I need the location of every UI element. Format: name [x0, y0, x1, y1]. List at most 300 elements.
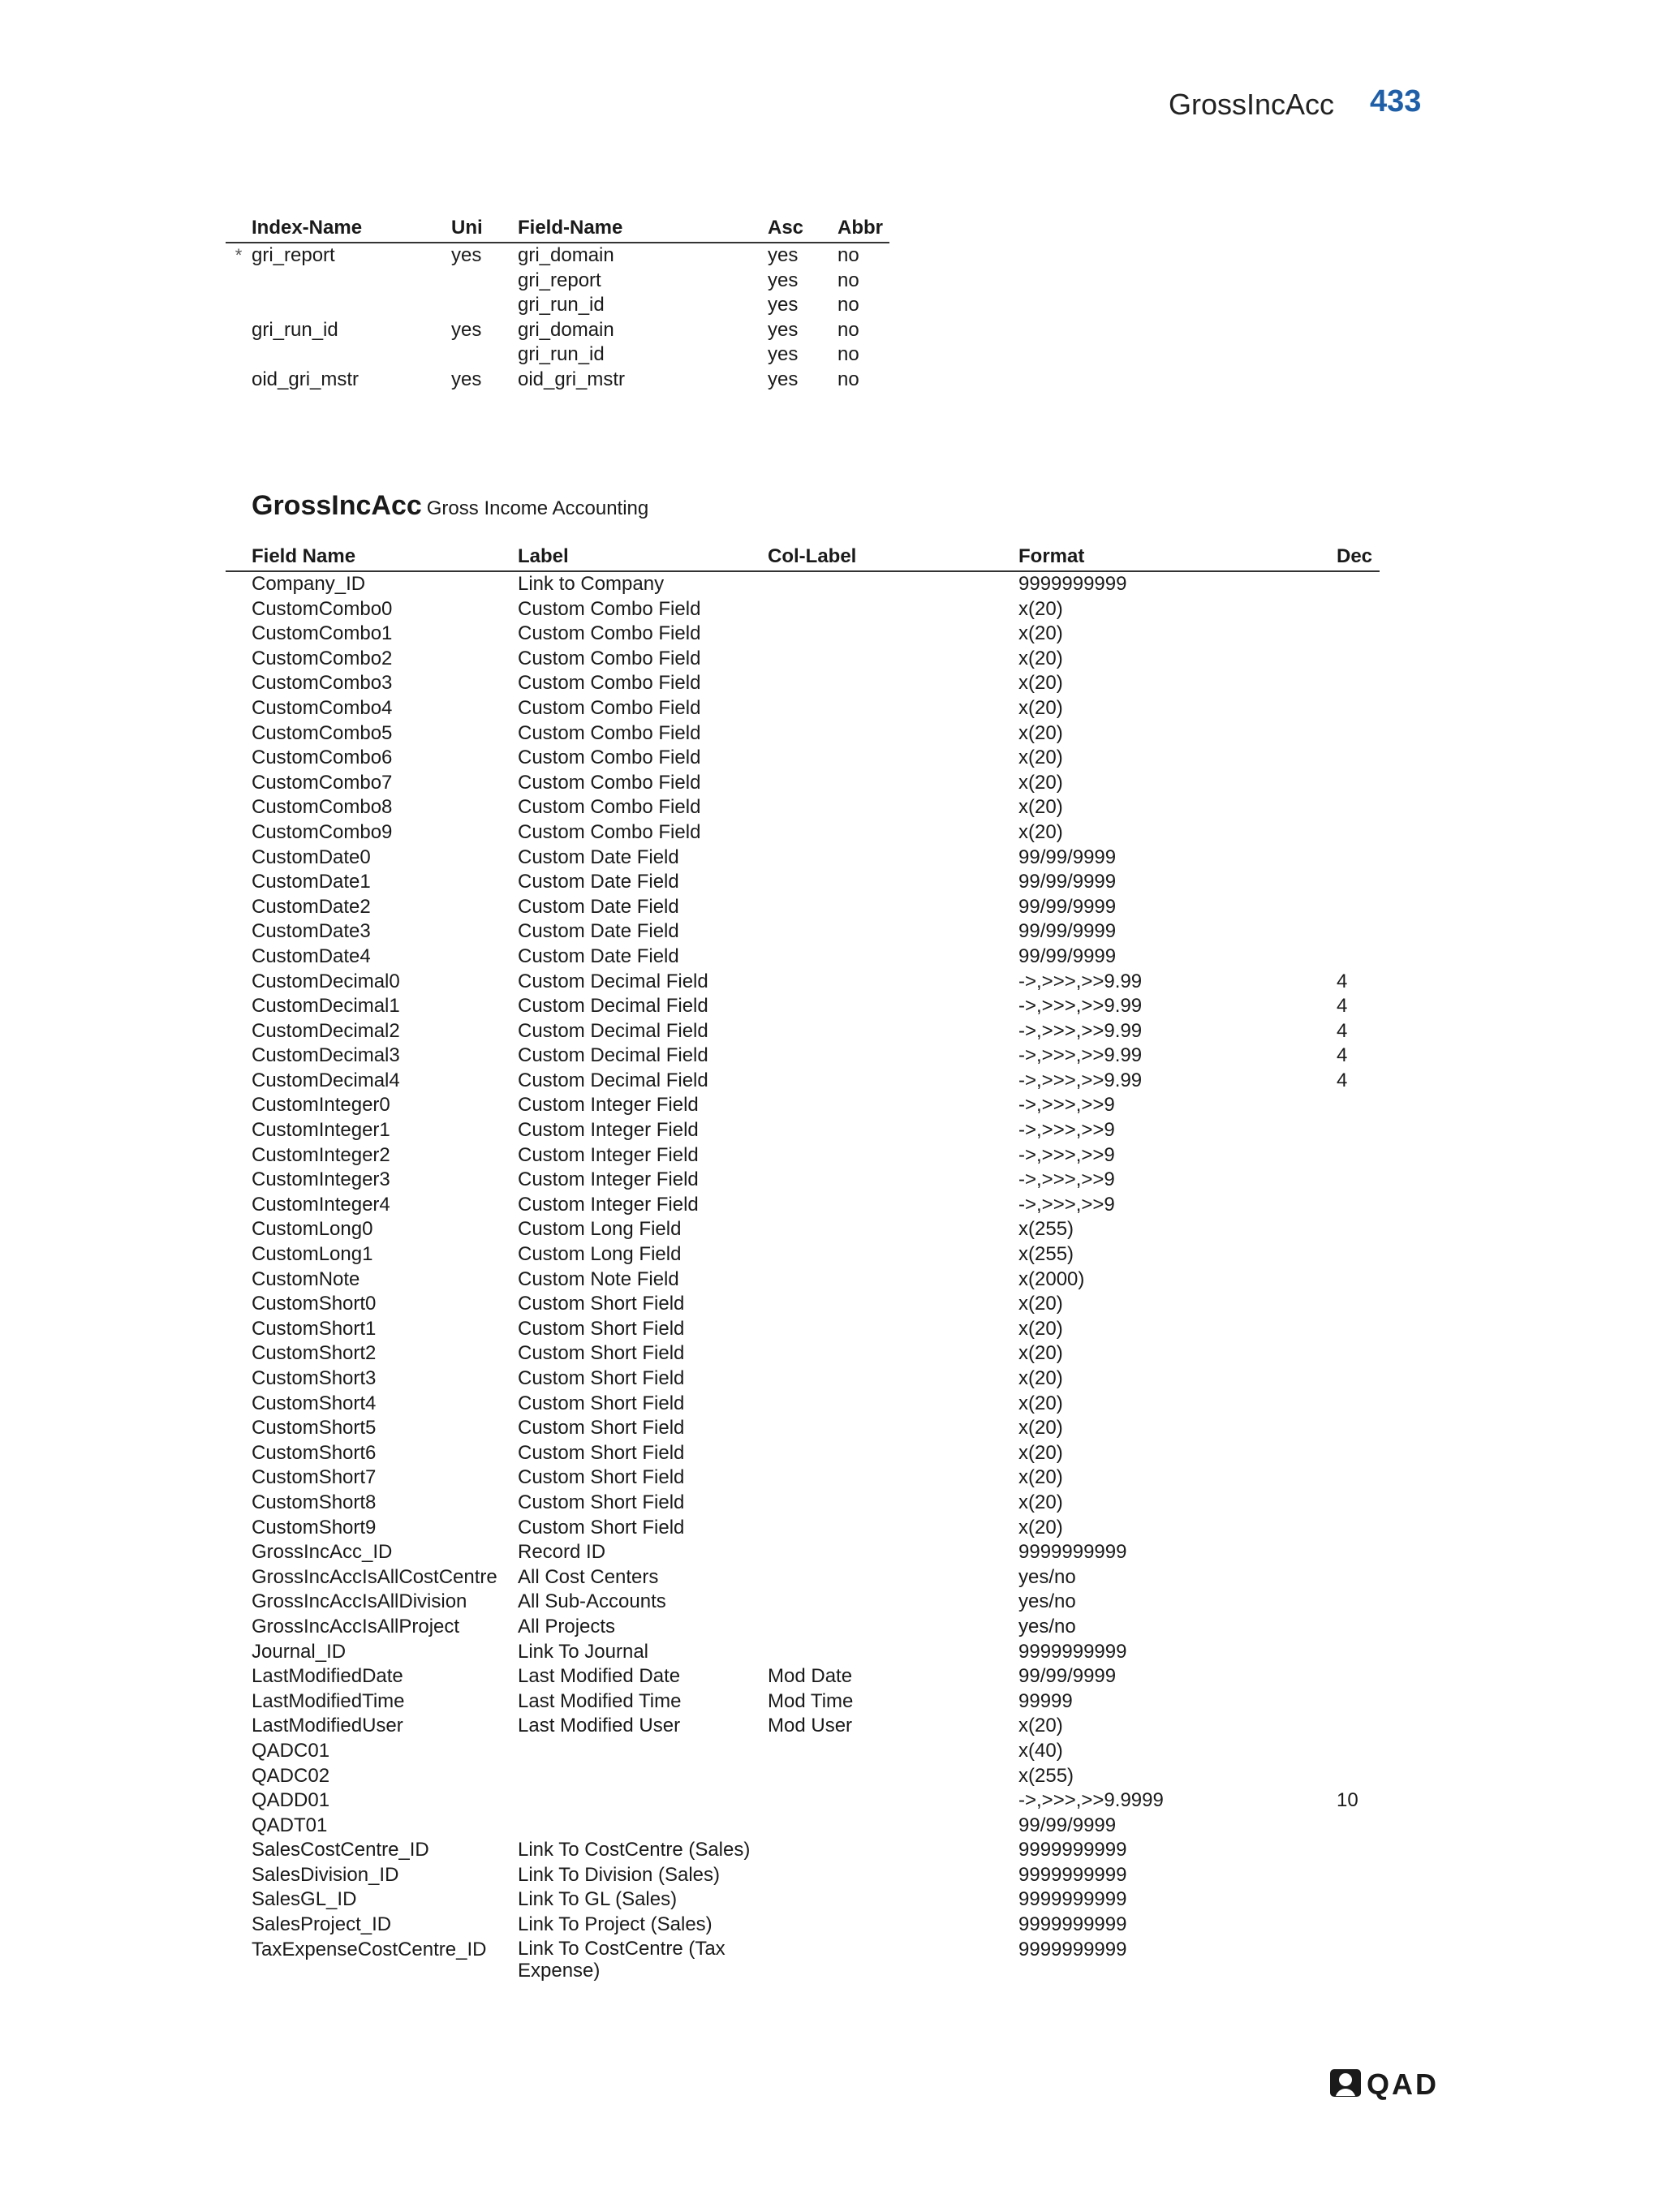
column-label-cell — [768, 1069, 1018, 1094]
format-cell: 99/99/9999 — [1018, 920, 1117, 943]
decimals-cell — [1337, 1714, 1380, 1739]
label-cell: Custom Combo Field — [518, 771, 701, 794]
format-cell: 99/99/9999 — [1018, 871, 1117, 893]
format-cell: x(20) — [1018, 1715, 1063, 1737]
label-cell: Record ID — [518, 1541, 606, 1564]
label-cell: Last Modified Time — [518, 1689, 682, 1712]
label-cell: Link To Division (Sales) — [518, 1863, 720, 1886]
table-row — [226, 293, 889, 318]
field-name-cell: TaxExpenseCostCentre_ID — [252, 1938, 487, 1960]
decimals-cell — [1337, 1913, 1380, 1938]
column-header: Asc — [768, 214, 837, 243]
primary-key-marker — [226, 318, 252, 343]
field-name-cell: CustomShort4 — [252, 1392, 377, 1414]
decimals-cell — [1337, 1764, 1380, 1789]
field-table-header — [226, 543, 1380, 571]
field-name-cell: CustomCombo2 — [252, 647, 393, 669]
field-name-cell: LastModifiedTime — [252, 1689, 405, 1712]
decimals-cell — [1337, 721, 1380, 747]
format-cell: x(255) — [1018, 1243, 1074, 1266]
decimals-cell — [1337, 1441, 1380, 1466]
table-row — [226, 970, 1380, 995]
field-name-cell: SalesGL_ID — [252, 1888, 357, 1911]
label-cell: Custom Short Field — [518, 1367, 685, 1389]
format-cell: 9999999999 — [1018, 1888, 1127, 1911]
field-name-cell: CustomCombo8 — [252, 796, 393, 819]
format-cell: ->,>>>,>>9.9999 — [1018, 1789, 1164, 1812]
format-cell: 9999999999 — [1018, 1640, 1127, 1663]
field-name-cell: CustomCombo5 — [252, 721, 393, 744]
column-label-cell — [768, 1540, 1018, 1565]
table-row — [226, 1267, 1380, 1293]
decimals-cell — [1337, 1491, 1380, 1516]
row-spacer — [226, 1168, 252, 1193]
decimals-cell — [1337, 1689, 1380, 1715]
unique-cell — [451, 342, 518, 368]
table-row — [226, 1516, 1380, 1541]
row-spacer — [226, 1292, 252, 1317]
row-spacer — [226, 1814, 252, 1839]
decimals-cell — [1337, 1292, 1380, 1317]
table-row — [226, 1788, 1380, 1814]
column-label-cell — [768, 1838, 1018, 1863]
label-cell — [518, 1788, 768, 1814]
column-label-cell — [768, 945, 1018, 970]
label-cell: Custom Combo Field — [518, 696, 701, 719]
row-spacer — [226, 1267, 252, 1293]
label-cell: Link to Company — [518, 573, 665, 595]
column-label-cell — [768, 1242, 1018, 1267]
table-row — [226, 1714, 1380, 1739]
table-row — [226, 1292, 1380, 1317]
field-name-cell: SalesCostCentre_ID — [252, 1839, 429, 1861]
format-cell: ->,>>>,>>9.99 — [1018, 995, 1143, 1018]
decimals-cell — [1337, 1664, 1380, 1689]
label-cell: Custom Combo Field — [518, 747, 701, 769]
row-spacer — [226, 1938, 252, 1982]
table-row — [226, 1863, 1380, 1888]
qad-logo-text: QAD — [1367, 2068, 1439, 2101]
field-name-cell: gri_domain — [518, 244, 614, 266]
table-row — [226, 895, 1380, 920]
field-name-cell: CustomShort0 — [252, 1293, 377, 1315]
format-cell: x(20) — [1018, 1392, 1063, 1414]
index-table — [226, 214, 889, 393]
section-description: Gross Income Accounting — [426, 497, 649, 519]
table-row — [226, 342, 889, 368]
field-name-cell: CustomDate4 — [252, 945, 371, 967]
row-spacer — [226, 1143, 252, 1168]
row-spacer — [226, 846, 252, 871]
label-cell: Custom Combo Field — [518, 647, 701, 669]
row-spacer — [226, 1838, 252, 1863]
field-name-cell: CustomDecimal2 — [252, 1019, 400, 1042]
column-label-cell — [768, 1887, 1018, 1913]
field-name-cell: CustomCombo1 — [252, 622, 393, 645]
table-row — [226, 1764, 1380, 1789]
table-row — [226, 846, 1380, 871]
decimals-cell — [1337, 1341, 1380, 1366]
decimals-cell — [1337, 1193, 1380, 1218]
column-label-cell — [768, 970, 1018, 995]
marker-header — [226, 543, 252, 571]
table-row — [226, 1019, 1380, 1044]
table-row — [226, 1441, 1380, 1466]
format-cell: x(20) — [1018, 1466, 1063, 1489]
field-name-cell: CustomDate0 — [252, 846, 371, 868]
decimals-cell — [1337, 1392, 1380, 1417]
table-row — [226, 721, 1380, 747]
field-name-cell: CustomShort7 — [252, 1466, 377, 1489]
unique-cell: yes — [451, 244, 482, 266]
field-name-cell: CustomLong0 — [252, 1218, 373, 1241]
table-row — [226, 795, 1380, 820]
table-row — [226, 1640, 1380, 1665]
row-spacer — [226, 1093, 252, 1118]
row-spacer — [226, 1590, 252, 1615]
format-cell: x(20) — [1018, 1342, 1063, 1365]
label-cell: Custom Short Field — [518, 1293, 685, 1315]
row-spacer — [226, 945, 252, 970]
format-cell: x(20) — [1018, 696, 1063, 719]
label-cell: Custom Integer Field — [518, 1119, 699, 1142]
label-cell: Custom Short Field — [518, 1392, 685, 1414]
table-row — [226, 1416, 1380, 1441]
field-name-cell: CustomCombo9 — [252, 820, 393, 843]
label-cell: Last Modified Date — [518, 1665, 681, 1688]
label-cell: Custom Date Field — [518, 871, 679, 893]
column-label-cell — [768, 1317, 1018, 1342]
format-cell: x(20) — [1018, 796, 1063, 819]
table-row — [226, 1392, 1380, 1417]
format-cell: yes/no — [1018, 1590, 1076, 1613]
field-name-cell: QADT01 — [252, 1814, 328, 1836]
label-cell: All Sub-Accounts — [518, 1590, 666, 1613]
format-cell: x(2000) — [1018, 1267, 1085, 1290]
primary-key-marker — [226, 342, 252, 368]
table-row — [226, 1044, 1380, 1069]
index-name-cell: gri_run_id — [252, 318, 338, 341]
label-cell: Custom Combo Field — [518, 672, 701, 695]
table-row — [226, 1317, 1380, 1342]
table-row — [226, 1565, 1380, 1590]
field-name-cell: CustomCombo0 — [252, 597, 393, 620]
field-name-cell: GrossIncAccIsAllDivision — [252, 1590, 467, 1613]
format-cell: x(20) — [1018, 1516, 1063, 1539]
format-cell: 99/99/9999 — [1018, 945, 1117, 967]
column-label-cell: Mod Date — [768, 1665, 853, 1688]
field-name-cell: CustomCombo3 — [252, 672, 393, 695]
row-spacer — [226, 1540, 252, 1565]
table-row — [226, 671, 1380, 696]
decimals-cell — [1337, 597, 1380, 622]
label-cell: Last Modified User — [518, 1715, 681, 1737]
label-cell: Custom Combo Field — [518, 597, 701, 620]
row-spacer — [226, 994, 252, 1019]
decimals-cell — [1337, 1366, 1380, 1392]
label-cell: Custom Date Field — [518, 846, 679, 868]
label-cell: Custom Combo Field — [518, 796, 701, 819]
table-row — [226, 1093, 1380, 1118]
table-row — [226, 919, 1380, 945]
field-name-cell: CustomDate1 — [252, 871, 371, 893]
table-row — [226, 571, 1380, 597]
column-label-cell — [768, 1863, 1018, 1888]
format-cell: x(20) — [1018, 820, 1063, 843]
table-row — [226, 597, 1380, 622]
decimals-cell: 4 — [1337, 970, 1348, 992]
decimals-cell — [1337, 1565, 1380, 1590]
table-row — [226, 269, 889, 294]
table-row — [226, 1615, 1380, 1640]
ascending-cell: yes — [768, 294, 799, 316]
table-row — [226, 1887, 1380, 1913]
row-spacer — [226, 746, 252, 771]
column-label-cell — [768, 1739, 1018, 1764]
column-label-cell — [768, 846, 1018, 871]
field-name-cell: gri_report — [518, 269, 601, 291]
column-label-cell — [768, 671, 1018, 696]
decimals-cell — [1337, 1540, 1380, 1565]
format-cell: x(20) — [1018, 1417, 1063, 1440]
label-cell — [518, 1739, 768, 1764]
ascending-cell: yes — [768, 343, 799, 366]
table-row — [226, 1143, 1380, 1168]
index-table-header — [226, 214, 889, 243]
row-spacer — [226, 1118, 252, 1143]
format-cell: 99/99/9999 — [1018, 1665, 1117, 1688]
row-spacer — [226, 1217, 252, 1242]
decimals-cell — [1337, 1143, 1380, 1168]
row-spacer — [226, 1640, 252, 1665]
table-row — [226, 1664, 1380, 1689]
index-name-cell — [252, 269, 451, 294]
format-cell: x(40) — [1018, 1739, 1063, 1762]
table-row — [226, 368, 889, 393]
format-cell: 99/99/9999 — [1018, 895, 1117, 918]
column-label-cell — [768, 1341, 1018, 1366]
section-title — [252, 490, 648, 522]
column-label-cell — [768, 1491, 1018, 1516]
label-cell: Custom Date Field — [518, 945, 679, 967]
field-name-cell: CustomDecimal1 — [252, 995, 400, 1018]
label-cell: Custom Short Field — [518, 1441, 685, 1464]
table-row — [226, 1913, 1380, 1938]
section-name: GrossIncAcc — [252, 490, 422, 521]
table-row — [226, 1168, 1380, 1193]
primary-key-marker: * — [235, 245, 243, 265]
qad-logo — [1329, 2068, 1439, 2102]
column-header: Index-Name — [252, 214, 451, 243]
row-spacer — [226, 1491, 252, 1516]
decimals-cell — [1337, 1938, 1380, 1982]
column-label-cell — [768, 1516, 1018, 1541]
field-name-cell: CustomDecimal4 — [252, 1069, 400, 1091]
table-row — [226, 696, 1380, 721]
format-cell: ->,>>>,>>9 — [1018, 1193, 1115, 1216]
field-name-cell: CustomShort1 — [252, 1317, 377, 1340]
row-spacer — [226, 622, 252, 647]
label-cell: Custom Long Field — [518, 1218, 682, 1241]
field-name-cell: QADD01 — [252, 1789, 330, 1812]
field-name-cell: Company_ID — [252, 573, 366, 595]
field-name-cell: gri_run_id — [518, 294, 605, 316]
field-name-cell: CustomCombo4 — [252, 696, 393, 719]
label-cell: All Projects — [518, 1615, 616, 1637]
column-label-cell — [768, 1217, 1018, 1242]
label-cell: Custom Short Field — [518, 1466, 685, 1489]
format-cell: 99/99/9999 — [1018, 1814, 1117, 1836]
column-label-cell — [768, 571, 1018, 597]
decimals-cell — [1337, 945, 1380, 970]
abbreviated-cell: no — [837, 368, 859, 390]
field-name-cell: LastModifiedUser — [252, 1715, 403, 1737]
format-cell: ->,>>>,>>9 — [1018, 1143, 1115, 1166]
format-cell: ->,>>>,>>9.99 — [1018, 1019, 1143, 1042]
primary-key-marker — [226, 293, 252, 318]
field-table — [226, 543, 1380, 1982]
unique-cell — [451, 269, 518, 294]
decimals-cell — [1337, 696, 1380, 721]
unique-cell — [451, 293, 518, 318]
column-label-cell — [768, 1168, 1018, 1193]
table-row — [226, 647, 1380, 672]
row-spacer — [226, 597, 252, 622]
decimals-cell — [1337, 1118, 1380, 1143]
label-cell: Link To Journal — [518, 1640, 648, 1663]
decimals-cell — [1337, 771, 1380, 796]
column-label-cell — [768, 895, 1018, 920]
field-name-cell: Journal_ID — [252, 1640, 347, 1663]
row-spacer — [226, 721, 252, 747]
format-cell: ->,>>>,>>9 — [1018, 1094, 1115, 1117]
column-label-cell — [768, 1615, 1018, 1640]
row-spacer — [226, 1764, 252, 1789]
column-label-cell — [768, 820, 1018, 846]
label-cell: Custom Combo Field — [518, 622, 701, 645]
column-header: Format — [1018, 543, 1337, 571]
column-label-cell — [768, 870, 1018, 895]
column-label-cell — [768, 1938, 1018, 1982]
column-label-cell: Mod Time — [768, 1689, 854, 1712]
column-label-cell — [768, 1019, 1018, 1044]
column-header: Field-Name — [518, 214, 768, 243]
label-cell: Custom Decimal Field — [518, 970, 708, 992]
ascending-cell: yes — [768, 318, 799, 341]
decimals-cell — [1337, 1267, 1380, 1293]
format-cell: 9999999999 — [1018, 1839, 1127, 1861]
label-cell: Custom Decimal Field — [518, 995, 708, 1018]
format-cell: ->,>>>,>>9 — [1018, 1168, 1115, 1191]
column-label-cell — [768, 746, 1018, 771]
ascending-cell: yes — [768, 269, 799, 291]
column-label-cell — [768, 1044, 1018, 1069]
table-row — [226, 1838, 1380, 1863]
row-spacer — [226, 1465, 252, 1491]
decimals-cell — [1337, 795, 1380, 820]
decimals-cell — [1337, 919, 1380, 945]
label-cell: Custom Short Field — [518, 1317, 685, 1340]
decimals-cell — [1337, 1887, 1380, 1913]
row-spacer — [226, 895, 252, 920]
table-row — [226, 771, 1380, 796]
field-name-cell: CustomShort6 — [252, 1441, 377, 1464]
field-name-cell: CustomShort5 — [252, 1417, 377, 1440]
page-number: 433 — [1370, 84, 1422, 118]
column-label-cell: Mod User — [768, 1715, 853, 1737]
decimals-cell — [1337, 647, 1380, 672]
column-label-cell — [768, 1392, 1018, 1417]
label-cell: Custom Integer Field — [518, 1143, 699, 1166]
format-cell: 9999999999 — [1018, 1938, 1127, 1960]
label-cell: Custom Combo Field — [518, 721, 701, 744]
row-spacer — [226, 1242, 252, 1267]
decimals-cell — [1337, 1093, 1380, 1118]
format-cell: ->,>>>,>>9.99 — [1018, 970, 1143, 992]
decimals-cell — [1337, 1465, 1380, 1491]
format-cell: x(20) — [1018, 1317, 1063, 1340]
row-spacer — [226, 1714, 252, 1739]
abbreviated-cell: no — [837, 244, 859, 266]
unique-cell: yes — [451, 368, 482, 390]
row-spacer — [226, 795, 252, 820]
field-name-cell: CustomCombo7 — [252, 771, 393, 794]
format-cell: 9999999999 — [1018, 573, 1127, 595]
column-label-cell — [768, 696, 1018, 721]
field-name-cell: gri_run_id — [518, 343, 605, 366]
field-name-cell: CustomShort2 — [252, 1342, 377, 1365]
field-name-cell: CustomInteger2 — [252, 1143, 390, 1166]
decimals-cell — [1337, 820, 1380, 846]
decimals-cell: 4 — [1337, 1019, 1348, 1042]
field-name-cell: CustomInteger4 — [252, 1193, 390, 1216]
abbreviated-cell: no — [837, 269, 859, 291]
field-name-cell: CustomDecimal0 — [252, 970, 400, 992]
format-cell: 9999999999 — [1018, 1541, 1127, 1564]
abbreviated-cell: no — [837, 343, 859, 366]
label-cell: Custom Integer Field — [518, 1094, 699, 1117]
column-header: Uni — [451, 214, 518, 243]
format-cell: ->,>>>,>>9 — [1018, 1119, 1115, 1142]
qad-logo-icon — [1329, 2068, 1362, 2102]
table-row — [226, 994, 1380, 1019]
format-cell: x(20) — [1018, 622, 1063, 645]
index-name-cell: gri_report — [252, 244, 335, 266]
decimals-cell — [1337, 1516, 1380, 1541]
field-name-cell: CustomDecimal3 — [252, 1044, 400, 1067]
label-cell — [518, 1814, 768, 1839]
field-name-cell: QADC01 — [252, 1739, 330, 1762]
field-name-cell: GrossIncAccIsAllCostCentre — [252, 1565, 497, 1588]
label-cell: Custom Long Field — [518, 1243, 682, 1266]
row-spacer — [226, 1887, 252, 1913]
label-cell: Custom Combo Field — [518, 820, 701, 843]
format-cell: x(20) — [1018, 597, 1063, 620]
decimals-cell — [1337, 1615, 1380, 1640]
column-label-cell — [768, 919, 1018, 945]
label-cell: Custom Short Field — [518, 1342, 685, 1365]
table-row — [226, 945, 1380, 970]
row-spacer — [226, 1341, 252, 1366]
field-name-cell: CustomInteger0 — [252, 1094, 390, 1117]
label-cell: Link To CostCentre (Sales) — [518, 1839, 751, 1861]
row-spacer — [226, 1069, 252, 1094]
table-row — [226, 1938, 1380, 1982]
format-cell: 99/99/9999 — [1018, 846, 1117, 868]
label-cell: Custom Decimal Field — [518, 1019, 708, 1042]
row-spacer — [226, 1788, 252, 1814]
field-name-cell: CustomNote — [252, 1267, 360, 1290]
